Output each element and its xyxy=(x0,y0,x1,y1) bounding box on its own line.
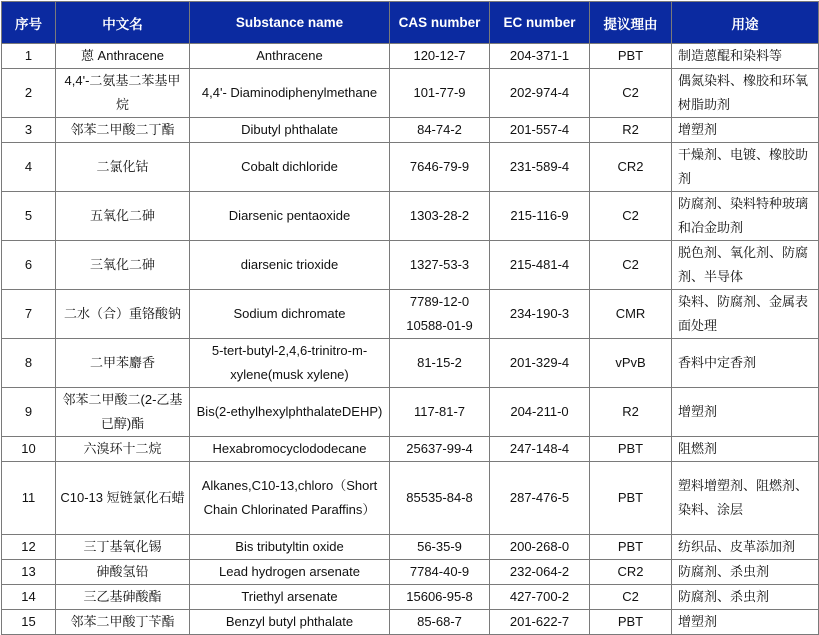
cell-chinese-name: 4,4'-二氨基二苯基甲烷 xyxy=(56,69,190,118)
header-row xyxy=(2,2,819,44)
cell-substance-name: diarsenic trioxide xyxy=(190,241,390,290)
cell-cas: 25637-99-4 xyxy=(390,437,490,462)
cell-use: 干燥剂、电镀、橡胶助剂 xyxy=(672,143,819,192)
cell-chinese-name: 邻苯二甲酸丁苄酯 xyxy=(56,610,190,635)
table-row xyxy=(2,118,819,143)
cell-chinese-name: 二氯化钴 xyxy=(56,143,190,192)
cell-cas: 117-81-7 xyxy=(390,388,490,437)
header-substance-name: Substance name xyxy=(190,2,390,44)
cell-reason: CMR xyxy=(590,290,672,339)
cell-use: 增塑剂 xyxy=(672,388,819,437)
cell-no: 7 xyxy=(2,290,56,339)
cell-chinese-name: 蒽 Anthracene xyxy=(56,44,190,69)
cell-substance-name: Diarsenic pentaoxide xyxy=(190,192,390,241)
cell-use: 脱色剂、氧化剂、防腐剂、半导体 xyxy=(672,241,819,290)
cell-no: 4 xyxy=(2,143,56,192)
table-row xyxy=(2,560,819,585)
table-row xyxy=(2,610,819,635)
cell-substance-name: Sodium dichromate xyxy=(190,290,390,339)
cell-use: 防腐剂、杀虫剂 xyxy=(672,560,819,585)
cell-no: 5 xyxy=(2,192,56,241)
cell-no: 2 xyxy=(2,69,56,118)
cell-substance-name: Bis(2-ethylhexylphthalateDEHP) xyxy=(190,388,390,437)
cell-substance-name: Dibutyl phthalate xyxy=(190,118,390,143)
cell-cas: 1303-28-2 xyxy=(390,192,490,241)
cell-reason: C2 xyxy=(590,69,672,118)
cell-substance-name: 5-tert-butyl-2,4,6-trinitro-m-xylene(musk xylene) xyxy=(190,339,390,388)
cell-ec: 201-329-4 xyxy=(490,339,590,388)
cell-reason: R2 xyxy=(590,118,672,143)
cell-reason: CR2 xyxy=(590,143,672,192)
table-row xyxy=(2,535,819,560)
cell-substance-name: Triethyl arsenate xyxy=(190,585,390,610)
header-use: 用途 xyxy=(672,2,819,44)
cell-chinese-name: 二甲苯麝香 xyxy=(56,339,190,388)
cell-reason: PBT xyxy=(590,610,672,635)
cell-chinese-name: 邻苯二甲酸二丁酯 xyxy=(56,118,190,143)
cell-no: 6 xyxy=(2,241,56,290)
cell-use: 增塑剂 xyxy=(672,118,819,143)
cell-substance-name: 4,4'- Diaminodiphenylmethane xyxy=(190,69,390,118)
cell-ec: 202-974-4 xyxy=(490,69,590,118)
cell-ec: 201-557-4 xyxy=(490,118,590,143)
cell-substance-name: Bis tributyltin oxide xyxy=(190,535,390,560)
table-row xyxy=(2,241,819,290)
cell-cas: 7646-79-9 xyxy=(390,143,490,192)
header-reason: 提议理由 xyxy=(590,2,672,44)
cell-use: 偶氮染料、橡胶和环氧树脂助剂 xyxy=(672,69,819,118)
cell-chinese-name: 二水（合）重铬酸钠 xyxy=(56,290,190,339)
cell-chinese-name: 邻苯二甲酸二(2-乙基已醇)酯 xyxy=(56,388,190,437)
cell-use: 纺织品、皮革添加剂 xyxy=(672,535,819,560)
cell-use: 塑料增塑剂、阻燃剂、染料、涂层 xyxy=(672,462,819,535)
cell-no: 3 xyxy=(2,118,56,143)
cell-cas: 1327-53-3 xyxy=(390,241,490,290)
cell-reason: PBT xyxy=(590,462,672,535)
cell-no: 15 xyxy=(2,610,56,635)
cell-substance-name: Hexabromocyclododecane xyxy=(190,437,390,462)
table-row xyxy=(2,388,819,437)
cell-chinese-name: 三氧化二砷 xyxy=(56,241,190,290)
cell-no: 11 xyxy=(2,462,56,535)
cell-reason: vPvB xyxy=(590,339,672,388)
cell-chinese-name: 六溴环十二烷 xyxy=(56,437,190,462)
cell-cas xyxy=(390,290,490,339)
cell-ec: 232-064-2 xyxy=(490,560,590,585)
cell-no: 9 xyxy=(2,388,56,437)
cell-ec: 427-700-2 xyxy=(490,585,590,610)
table-row xyxy=(2,339,819,388)
cell-use: 染料、防腐剂、金属表面处理 xyxy=(672,290,819,339)
cell-ec: 215-481-4 xyxy=(490,241,590,290)
cell-reason: PBT xyxy=(590,535,672,560)
cell-reason: C2 xyxy=(590,241,672,290)
cell-no: 10 xyxy=(2,437,56,462)
table-row xyxy=(2,585,819,610)
cell-use: 防腐剂、染料特种玻璃和冶金助剂 xyxy=(672,192,819,241)
table-row xyxy=(2,192,819,241)
cell-substance-name: Anthracene xyxy=(190,44,390,69)
cell-ec: 204-371-1 xyxy=(490,44,590,69)
cell-ec: 200-268-0 xyxy=(490,535,590,560)
table-row xyxy=(2,44,819,69)
cell-no: 1 xyxy=(2,44,56,69)
cell-ec: 215-116-9 xyxy=(490,192,590,241)
svhc-table xyxy=(1,1,819,635)
cell-ec: 234-190-3 xyxy=(490,290,590,339)
cell-ec: 231-589-4 xyxy=(490,143,590,192)
cell-no: 12 xyxy=(2,535,56,560)
table-row xyxy=(2,290,819,339)
cell-cas: 85-68-7 xyxy=(390,610,490,635)
header-ec-number: EC number xyxy=(490,2,590,44)
cell-substance-name: Lead hydrogen arsenate xyxy=(190,560,390,585)
cell-cas: 56-35-9 xyxy=(390,535,490,560)
cell-reason: PBT xyxy=(590,44,672,69)
cell-reason: PBT xyxy=(590,437,672,462)
cell-substance-name: Cobalt dichloride xyxy=(190,143,390,192)
cell-chinese-name: 五氧化二砷 xyxy=(56,192,190,241)
cell-chinese-name: 砷酸氢铅 xyxy=(56,560,190,585)
cell-reason: CR2 xyxy=(590,560,672,585)
cell-use: 防腐剂、杀虫剂 xyxy=(672,585,819,610)
cell-chinese-name: 三丁基氧化锡 xyxy=(56,535,190,560)
cell-ec: 247-148-4 xyxy=(490,437,590,462)
header-chinese-name: 中文名 xyxy=(56,2,190,44)
cell-cas: 85535-84-8 xyxy=(390,462,490,535)
cell-cas: 84-74-2 xyxy=(390,118,490,143)
table-row xyxy=(2,143,819,192)
table-row xyxy=(2,462,819,535)
cell-cas: 15606-95-8 xyxy=(390,585,490,610)
cell-use: 香料中定香剂 xyxy=(672,339,819,388)
cas-line-1: 7789-12-0 xyxy=(409,294,470,309)
cell-substance-name: Benzyl butyl phthalate xyxy=(190,610,390,635)
table-row xyxy=(2,437,819,462)
cell-reason: C2 xyxy=(590,192,672,241)
cell-no: 13 xyxy=(2,560,56,585)
cell-ec: 201-622-7 xyxy=(490,610,590,635)
cell-use: 制造蒽醌和染料等 xyxy=(672,44,819,69)
cell-ec: 204-211-0 xyxy=(490,388,590,437)
cell-chinese-name: 三乙基砷酸酯 xyxy=(56,585,190,610)
cell-substance-name: Alkanes,C10-13,chloro（Short Chain Chlorinated Paraffins） xyxy=(190,462,390,535)
cell-no: 14 xyxy=(2,585,56,610)
header-cas-number: CAS number xyxy=(390,2,490,44)
cell-reason: C2 xyxy=(590,585,672,610)
cell-use: 阻燃剂 xyxy=(672,437,819,462)
cell-chinese-name: C10-13 短链氯化石蜡 xyxy=(56,462,190,535)
cell-use: 增塑剂 xyxy=(672,610,819,635)
cell-cas: 81-15-2 xyxy=(390,339,490,388)
table-row xyxy=(2,69,819,118)
header-no: 序号 xyxy=(2,2,56,44)
cell-ec: 287-476-5 xyxy=(490,462,590,535)
cell-cas: 120-12-7 xyxy=(390,44,490,69)
cas-line-2: 10588-01-9 xyxy=(406,318,473,333)
cell-no: 8 xyxy=(2,339,56,388)
cell-cas: 101-77-9 xyxy=(390,69,490,118)
cell-cas: 7784-40-9 xyxy=(390,560,490,585)
cell-reason: R2 xyxy=(590,388,672,437)
